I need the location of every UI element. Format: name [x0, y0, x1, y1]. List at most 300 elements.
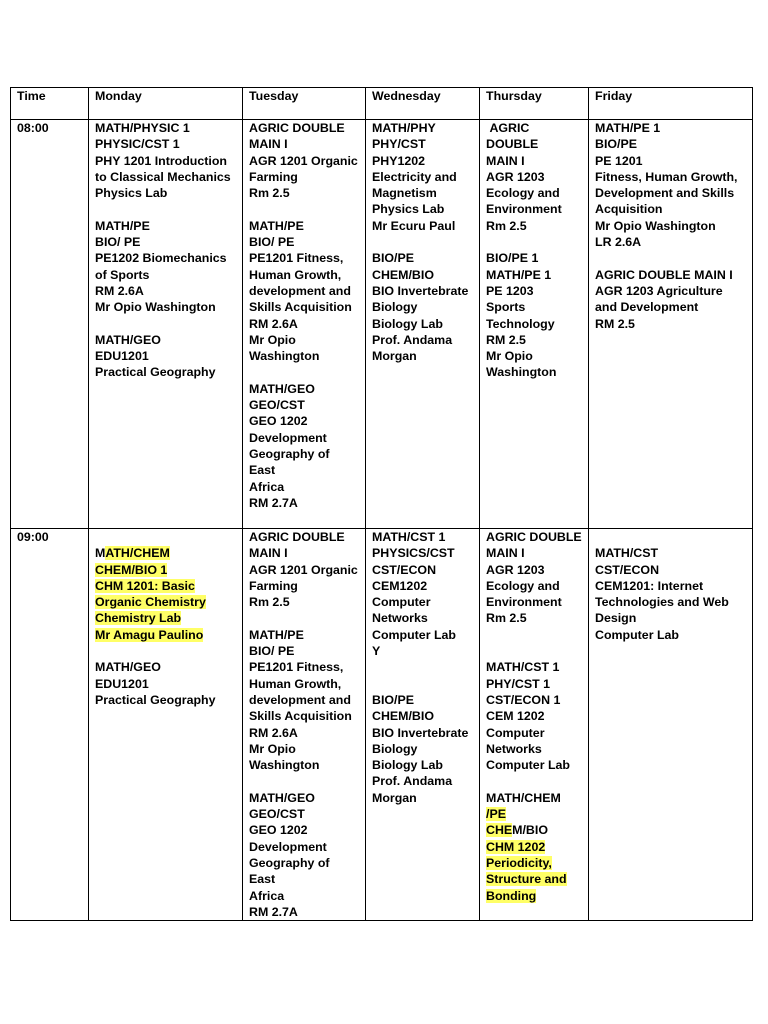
blank-line	[595, 250, 746, 266]
schedule-line	[486, 545, 582, 561]
schedule-text: Magnetism	[372, 186, 437, 201]
schedule-line	[372, 267, 473, 283]
schedule-line	[95, 364, 236, 380]
schedule-line	[486, 741, 582, 757]
schedule-line	[486, 153, 582, 169]
schedule-text: Morgan	[372, 790, 417, 805]
monday-0900-cell	[89, 529, 243, 921]
tuesday-0900-cell	[243, 529, 366, 921]
schedule-line	[486, 316, 582, 332]
schedule-text: Biology	[372, 300, 418, 315]
schedule-line	[486, 610, 582, 626]
highlighted-text: Chemistry Lab	[95, 611, 182, 626]
schedule-line	[95, 218, 236, 234]
schedule-line	[372, 283, 473, 299]
blank-line	[95, 316, 236, 332]
tuesday-0800-cell	[243, 120, 366, 529]
schedule-line	[249, 578, 359, 594]
schedule-line	[595, 267, 746, 283]
schedule-text: Environment	[486, 595, 562, 610]
schedule-text: AGRIC DOUBLE	[249, 530, 345, 544]
schedule-text: Biology Lab	[372, 758, 443, 773]
schedule-text: Rm 2.5	[249, 186, 290, 201]
schedule-text: Prof. Andama	[372, 332, 453, 347]
schedule-line	[249, 659, 359, 675]
schedule-text: AGR 1201 Organic	[249, 562, 358, 577]
schedule-text: Prof. Andama	[372, 774, 453, 789]
schedule-text: Y	[372, 644, 381, 659]
schedule-line	[595, 610, 746, 626]
schedule-text: Physics Lab	[372, 202, 445, 217]
schedule-line	[95, 136, 236, 152]
schedule-text: Computer Lab	[372, 627, 456, 642]
schedule-line	[249, 136, 359, 152]
schedule-line	[95, 610, 236, 626]
schedule-text: Africa	[249, 888, 285, 903]
schedule-text: PHYSIC/CST 1	[95, 137, 180, 152]
schedule-text: MAIN I	[486, 546, 525, 561]
schedule-line	[595, 545, 746, 561]
schedule-text: PE 1201	[595, 153, 643, 168]
schedule-text: AGR 1203	[486, 562, 545, 577]
highlighted-text: CHM 1201: Basic	[95, 578, 195, 593]
blank-line	[249, 610, 359, 626]
schedule-text: BIO Invertebrate	[372, 283, 469, 298]
schedule-text: MATH/GEO	[249, 381, 315, 396]
schedule-line	[95, 659, 236, 675]
schedule-text: BIO Invertebrate	[372, 725, 469, 740]
schedule-text: Practical Geography	[95, 365, 216, 380]
schedule-text: CHEM/BIO	[372, 709, 434, 724]
schedule-text: PHY/CST	[372, 137, 426, 152]
schedule-line	[595, 201, 746, 217]
schedule-text: Ecology and	[486, 186, 560, 201]
schedule-line	[249, 267, 359, 283]
schedule-text: RM 2.6A	[249, 316, 298, 331]
schedule-text: CST/ECON	[595, 562, 660, 577]
schedule-line	[372, 316, 473, 332]
schedule-text: Design	[595, 611, 637, 626]
schedule-line	[372, 185, 473, 201]
schedule-text: RM 2.7A	[249, 495, 298, 510]
schedule-text: Sports	[486, 300, 526, 315]
schedule-text: MATH/PE	[249, 627, 304, 642]
highlighted-text: CHE	[486, 823, 513, 838]
schedule-line	[486, 267, 582, 283]
schedule-text: AGR 1201 Organic	[249, 153, 358, 168]
schedule-text: GEO/CST	[249, 398, 305, 413]
schedule-text: Geography of East	[249, 446, 333, 478]
schedule-line	[95, 267, 236, 283]
schedule-line	[95, 169, 236, 185]
schedule-line	[249, 708, 359, 724]
schedule-line	[486, 348, 582, 364]
schedule-line	[249, 855, 359, 888]
schedule-line	[372, 643, 473, 659]
schedule-text: M	[95, 546, 106, 561]
schedule-line	[372, 250, 473, 266]
schedule-text: Biology	[372, 741, 418, 756]
schedule-line	[249, 234, 359, 250]
schedule-text: LR 2.6A	[595, 235, 642, 250]
schedule-text: to Classical Mechanics	[95, 169, 231, 184]
schedule-line	[486, 692, 582, 708]
schedule-text: GEO 1202	[249, 823, 308, 838]
schedule-text: Mr Opio Washington	[95, 300, 216, 315]
schedule-line	[486, 120, 582, 153]
schedule-line	[249, 839, 359, 855]
schedule-text: Computer Lab	[595, 627, 679, 642]
schedule-text: Human Growth,	[249, 676, 342, 691]
schedule-line	[249, 594, 359, 610]
schedule-line	[486, 790, 582, 806]
schedule-text: PE 1203	[486, 283, 534, 298]
schedule-line	[95, 250, 236, 266]
schedule-text: MATH/PE 1	[486, 267, 552, 282]
schedule-text: Rm 2.5	[249, 595, 290, 610]
schedule-text: Geography of East	[249, 855, 333, 887]
schedule-line	[249, 299, 359, 315]
schedule-line	[372, 201, 473, 217]
schedule-line	[595, 218, 746, 234]
schedule-line	[249, 218, 359, 234]
schedule-line	[486, 888, 582, 904]
schedule-line	[95, 578, 236, 594]
schedule-line	[249, 430, 359, 446]
header-thursday: Thursday	[480, 88, 589, 120]
schedule-line	[372, 790, 473, 806]
schedule-text: MATH/GEO	[249, 790, 315, 805]
schedule-line	[486, 708, 582, 724]
schedule-text: Skills Acquisition	[249, 709, 352, 724]
timetable	[10, 87, 753, 921]
schedule-line	[372, 169, 473, 185]
schedule-line	[486, 855, 582, 871]
schedule-line	[372, 692, 473, 708]
highlighted-text: /PE	[486, 807, 506, 822]
schedule-text: CEM 1202	[486, 709, 545, 724]
schedule-line	[95, 153, 236, 169]
schedule-line	[486, 529, 582, 545]
schedule-line	[249, 250, 359, 266]
schedule-line	[95, 299, 236, 315]
schedule-text: development and	[249, 283, 351, 298]
schedule-line	[595, 153, 746, 169]
schedule-text: Biology Lab	[372, 316, 443, 331]
schedule-line	[595, 578, 746, 594]
schedule-text: CST/ECON	[372, 562, 437, 577]
schedule-line	[486, 201, 582, 217]
schedule-line	[95, 627, 236, 643]
blank-line	[372, 234, 473, 250]
schedule-text: Washington	[249, 758, 320, 773]
schedule-line	[95, 283, 236, 299]
schedule-line	[486, 562, 582, 578]
schedule-text: RM 2.5	[486, 332, 526, 347]
blank-line	[486, 627, 582, 643]
schedule-line	[486, 871, 582, 887]
schedule-text: RM 2.6A	[249, 725, 298, 740]
schedule-line	[249, 725, 359, 741]
schedule-text: MATH/CHEM	[486, 790, 561, 805]
schedule-line	[95, 185, 236, 201]
schedule-text: Development	[249, 839, 327, 854]
schedule-text: MATH/PE 1	[595, 121, 661, 135]
schedule-text: MAIN I	[486, 153, 525, 168]
highlighted-text: Structure and	[486, 872, 567, 887]
highlighted-text: ATH/CHEM	[105, 546, 170, 561]
schedule-line	[95, 120, 236, 136]
schedule-line	[595, 562, 746, 578]
schedule-line	[372, 545, 473, 561]
schedule-text: Mr Ecuru Paul	[372, 218, 456, 233]
schedule-line	[249, 169, 359, 185]
header-time: Time	[11, 88, 89, 120]
schedule-line	[249, 397, 359, 413]
schedule-line	[249, 495, 359, 511]
highlighted-text: Bonding	[486, 888, 537, 903]
schedule-text: MATH/CST 1	[372, 530, 446, 544]
schedule-text: Computer	[372, 595, 431, 610]
blank-line	[486, 773, 582, 789]
friday-0900-cell	[589, 529, 753, 921]
blank-line	[249, 773, 359, 789]
schedule-line	[95, 562, 236, 578]
schedule-line	[95, 545, 236, 561]
schedule-line	[372, 562, 473, 578]
schedule-text: BIO/ PE	[249, 235, 295, 250]
schedule-text: PHY 1201 Introduction	[95, 153, 227, 168]
schedule-text: Mr Opio	[249, 332, 296, 347]
schedule-line	[486, 578, 582, 594]
schedule-line	[249, 446, 359, 479]
header-row	[11, 88, 753, 120]
row-0800	[11, 120, 753, 529]
schedule-text: Farming	[249, 169, 298, 184]
schedule-text: Technologies and Web	[595, 595, 729, 610]
schedule-line	[95, 692, 236, 708]
time-cell-0900: 09:00	[11, 529, 89, 921]
schedule-line	[249, 283, 359, 299]
schedule-line	[249, 806, 359, 822]
blank-line	[372, 676, 473, 692]
schedule-text: Electricity and	[372, 169, 457, 184]
schedule-text: Farming	[249, 578, 298, 593]
schedule-line	[249, 643, 359, 659]
schedule-line	[595, 136, 746, 152]
schedule-text: CEM1202	[372, 578, 428, 593]
schedule-text: MATH/PE	[249, 218, 304, 233]
schedule-line	[249, 479, 359, 495]
schedule-text: PE1201 Fitness,	[249, 251, 344, 266]
schedule-text: Ecology and	[486, 578, 560, 593]
blank-line	[486, 234, 582, 250]
schedule-line	[486, 332, 582, 348]
schedule-line	[372, 332, 473, 348]
schedule-text: PE1201 Fitness,	[249, 660, 344, 675]
schedule-text: MAIN I	[249, 137, 288, 152]
schedule-line	[486, 725, 582, 741]
schedule-text: and Development	[595, 300, 699, 315]
schedule-line	[372, 610, 473, 626]
schedule-text: MATH/PE	[95, 218, 150, 233]
schedule-text: GEO/CST	[249, 807, 305, 822]
monday-0800-cell	[89, 120, 243, 529]
schedule-text: Human Growth,	[249, 267, 342, 282]
schedule-text: Rm 2.5	[486, 218, 527, 233]
schedule-text: CST/ECON 1	[486, 692, 561, 707]
header-tuesday: Tuesday	[243, 88, 366, 120]
schedule-text: MATH/GEO	[95, 660, 161, 675]
schedule-text: Morgan	[372, 349, 417, 364]
schedule-text: Africa	[249, 479, 285, 494]
schedule-line	[372, 757, 473, 773]
schedule-text: Practical Geography	[95, 692, 216, 707]
schedule-line	[486, 676, 582, 692]
schedule-text: BIO/PE	[372, 692, 414, 707]
schedule-line	[249, 529, 359, 545]
schedule-text: GEO 1202	[249, 414, 308, 429]
schedule-line	[249, 381, 359, 397]
schedule-text: CHEM/BIO	[372, 267, 434, 282]
schedule-text: RM 2.7A	[249, 904, 298, 919]
time-cell-0800: 08:00	[11, 120, 89, 529]
schedule-text: Computer	[486, 725, 545, 740]
schedule-line	[372, 773, 473, 789]
schedule-text: MATH/PHYSIC 1	[95, 121, 190, 135]
schedule-line	[486, 757, 582, 773]
schedule-line	[249, 562, 359, 578]
wednesday-0900-cell	[366, 529, 480, 921]
schedule-line	[372, 594, 473, 610]
schedule-line	[486, 218, 582, 234]
schedule-text: Networks	[486, 741, 542, 756]
thursday-0800-cell	[480, 120, 589, 529]
schedule-line	[486, 169, 582, 185]
schedule-line	[595, 169, 746, 185]
schedule-text: BIO/PE 1	[486, 251, 539, 266]
schedule-text: Development	[249, 430, 327, 445]
blank-line	[95, 643, 236, 659]
highlighted-text: Periodicity,	[486, 855, 552, 870]
schedule-line	[595, 316, 746, 332]
schedule-text: Mr Opio	[249, 741, 296, 756]
header-monday: Monday	[89, 88, 243, 120]
schedule-line	[486, 822, 582, 838]
schedule-text: AGR 1203 Agriculture	[595, 283, 723, 298]
schedule-line	[372, 529, 473, 545]
schedule-text: Fitness, Human Growth,	[595, 169, 738, 184]
blank-line	[486, 643, 582, 659]
schedule-line	[249, 120, 359, 136]
row-0900	[11, 529, 753, 921]
schedule-text: PHY1202	[372, 153, 426, 168]
schedule-line	[486, 594, 582, 610]
schedule-line	[249, 413, 359, 429]
schedule-line	[595, 283, 746, 299]
schedule-text: MAIN I	[249, 546, 288, 561]
schedule-line	[249, 332, 359, 348]
blank-line	[249, 364, 359, 380]
schedule-text: RM 2.6A	[95, 283, 144, 298]
schedule-text: M/BIO	[512, 823, 548, 838]
schedule-line	[95, 348, 236, 364]
highlighted-text: CHM 1202	[486, 839, 546, 854]
schedule-line	[95, 594, 236, 610]
schedule-line	[249, 757, 359, 773]
schedule-line	[372, 741, 473, 757]
schedule-line	[249, 545, 359, 561]
schedule-line	[595, 120, 746, 136]
schedule-line	[486, 806, 582, 822]
schedule-line	[372, 218, 473, 234]
blank-line	[595, 529, 746, 545]
schedule-line	[486, 185, 582, 201]
highlighted-text: Mr Amagu Paulino	[95, 627, 204, 642]
schedule-line	[249, 153, 359, 169]
header-friday: Friday	[589, 88, 753, 120]
schedule-line	[249, 888, 359, 904]
highlighted-text: Organic Chemistry	[95, 595, 206, 610]
schedule-text: MATH/GEO	[95, 332, 161, 347]
schedule-line	[486, 283, 582, 299]
schedule-text: AGR 1203	[486, 169, 545, 184]
schedule-line	[595, 185, 746, 201]
schedule-text: EDU1201	[95, 349, 149, 364]
schedule-line	[595, 234, 746, 250]
schedule-line	[372, 120, 473, 136]
schedule-text: Mr Opio Washington	[595, 218, 716, 233]
schedule-text: BIO/ PE	[95, 235, 141, 250]
schedule-text: BIO/ PE	[249, 644, 295, 659]
schedule-text: BIO/PE	[595, 137, 637, 152]
schedule-line	[372, 136, 473, 152]
wednesday-0800-cell	[366, 120, 480, 529]
schedule-text: Acquisition	[595, 202, 663, 217]
schedule-text: CEM1201: Internet	[595, 578, 704, 593]
schedule-line	[249, 185, 359, 201]
schedule-line	[372, 708, 473, 724]
schedule-text: RM 2.5	[595, 316, 635, 331]
schedule-line	[486, 659, 582, 675]
schedule-text: AGRIC DOUBLE	[486, 530, 582, 544]
schedule-text: AGRIC DOUBLE MAIN I	[595, 267, 733, 282]
schedule-line	[486, 299, 582, 315]
schedule-line	[486, 250, 582, 266]
schedule-line	[372, 578, 473, 594]
schedule-text: Washington	[486, 365, 557, 380]
schedule-text: AGRIC DOUBLE	[486, 121, 539, 152]
schedule-text: Computer Lab	[486, 758, 570, 773]
schedule-text: of Sports	[95, 267, 150, 282]
schedule-text: Mr Opio	[486, 349, 533, 364]
schedule-line	[95, 234, 236, 250]
schedule-line	[486, 839, 582, 855]
schedule-text: Rm 2.5	[486, 611, 527, 626]
schedule-line	[595, 627, 746, 643]
schedule-text: EDU1201	[95, 676, 149, 691]
schedule-text: Physics Lab	[95, 186, 168, 201]
schedule-text: MATH/CST 1	[486, 660, 560, 675]
schedule-text: development and	[249, 692, 351, 707]
header-wednesday: Wednesday	[366, 88, 480, 120]
blank-line	[95, 529, 236, 545]
schedule-line	[95, 676, 236, 692]
schedule-text: Networks	[372, 611, 428, 626]
blank-line	[95, 201, 236, 217]
schedule-text: BIO/PE	[372, 251, 414, 266]
schedule-line	[372, 153, 473, 169]
